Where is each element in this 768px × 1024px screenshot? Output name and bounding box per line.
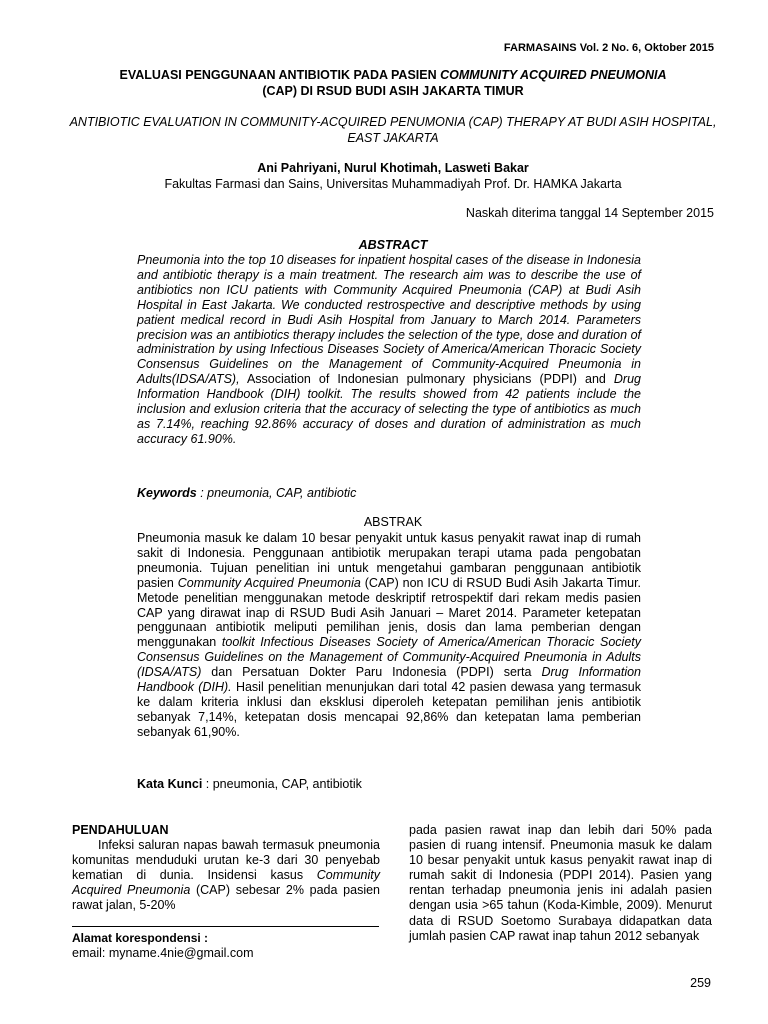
kata-kunci-label: Kata Kunci (137, 777, 203, 791)
kata-kunci (137, 777, 641, 791)
intro-right-column: pada pasien rawat inap dan lebih dari 50% pada pasien di ruang intensif. Pneumonia masuk ke dalam 10 besar penyakit untuk kasus penyakit rawat inap di rumah sakit di Indonesia (PDPI 2014). Pasien yang rentan terhadap pneumonia jenis ini adalah pasien dengan usia >65 tahun (Koda-Kimble, 2009). Menurut data di RSUD Soetomo Surabaya didapatkan data jumlah pasien CAP rawat inap tahun 2012 sebanyak (409, 823, 712, 943)
abstract-text-2: Association of Indonesian pulmonary physicians (PDPI) and (239, 372, 614, 387)
title-part-2: COMMUNITY ACQUIRED PNEUMONIA (440, 68, 667, 82)
intro-heading: PENDAHULUAN (72, 823, 169, 837)
title-part-3: (CAP) DI RSUD BUDI ASIH JAKARTA TIMUR (262, 84, 524, 98)
abstrak-text-2: Community Acquired Pneumonia (177, 575, 361, 590)
correspondence-label: Alamat korespondensi : (72, 931, 209, 945)
page-number: 259 (690, 976, 711, 990)
abstrak-body (137, 531, 641, 740)
abstract-text-3: Drug Information Handbook (DIH) toolkit. The results showed from 42 patients include the inclusion and exlusion criteria that the accuracy of selecting the type of antibiotics as much as 7.14%, reaching 92.86% accuracy of doses and duration of administration as much accuracy 61.90%. (137, 372, 641, 446)
kata-kunci-value: : pneumonia, CAP, antibiotik (202, 777, 362, 791)
journal-header: FARMASAINS Vol. 2 No. 6, Oktober 2015 (503, 42, 714, 54)
keywords-value: : pneumonia, CAP, antibiotic (196, 486, 357, 500)
abstract-body (137, 253, 641, 447)
paper-title (60, 67, 726, 99)
abstrak-text-6: Drug Information Handbook (DIH). (137, 665, 641, 695)
abstrak-text-4: toolkit Infectious Diseases Society of America/American Thoracic Society Consensus Guidelines on the Management of Community-Acquired Pneumonia in Adults (IDSA/ATS) (137, 635, 641, 680)
title-part-1: EVALUASI PENGGUNAAN ANTIBIOTIK PADA PASIEN (119, 68, 441, 82)
english-title: ANTIBIOTIC EVALUATION IN COMMUNITY-ACQUIRED PENUMONIA (CAP) THERAPY AT BUDI ASIH HOSPITAL, EAST JAKARTA (69, 115, 717, 145)
footnote-divider (72, 926, 379, 927)
intro-left-column (72, 823, 380, 914)
affiliation: Fakultas Farmasi dan Sains, Universitas Muhammadiyah Prof. Dr. HAMKA Jakarta (164, 177, 622, 191)
abstrak-text-5: dan Persatuan Dokter Paru Indonesia (PDPI) serta (201, 665, 542, 680)
authors: Ani Pahriyani, Nurul Khotimah, Lasweti Bakar (257, 161, 529, 175)
intro-paragraph-left (72, 838, 380, 913)
intro-left-text-1: Infeksi saluran napas bawah termasuk pneumonia komunitas menduduki urutan ke-3 dari 30 penyebab kematian di dunia. Insidensi kasus (72, 838, 380, 883)
abstrak-text-3: (CAP) non ICU di RSUD Budi Asih Jakarta Timur. Metode penelitian menggunakan metode deskriptif retrospektif dari rekam medis pasien CAP yang dirawat inap di RSUD Budi Asih Januari – Maret 2014. Parameter ketepatan penggunaan antibiotik meliputi pemilihan jenis, dosis dan lama pemberian dengan menggunakan (137, 575, 642, 650)
keywords-label: Keywords (137, 486, 197, 500)
abstract-text-1: Pneumonia into the top 10 diseases for inpatient hospital cases of the disease in Indonesia and antibiotic therapy is a main treatment. The research aim was to describe the use of antibiotics non ICU patients with Community Acquired Pneumonia (CAP) at Budi Asih Hospital in East Jakarta. We conducted restrospective and descriptive methods by using patient medical record in Budi Asih Hospital from January to March 2014. Parameters precision was an antibiotics therapy includes the selection of the type, dose and duration of administration by using Infectious Diseases Society of America/American Thoracic Society Consensus Guidelines on the Management of Community-Acquired Pneumonia in Adults(IDSA/ATS), (137, 253, 641, 387)
intro-left-text-3: (CAP) sebesar 2% pada pasien rawat jalan, 5-20% (72, 883, 380, 913)
abstrak-text-7: Hasil penelitian menunjukan dari total 42 pasien dewasa yang termasuk ke dalam kriteria inklusi dan eksklusi diperoleh ketepatan pemilihan jenis antibiotik sebanyak 7,14%, ketepatan dosis mencapai 92,86% dan ketepatan lama pemberian sebanyak 61,90%. (137, 680, 641, 739)
abstrak-heading: ABSTRAK (363, 515, 423, 529)
abstract-heading: ABSTRACT (358, 238, 428, 252)
correspondence-email: email: myname.4nie@gmail.com (72, 946, 254, 960)
intro-left-text-2: Community Acquired Pneumonia (72, 868, 380, 898)
abstrak-text-1: Pneumonia masuk ke dalam 10 besar penyakit untuk kasus penyakit rawat inap di rumah sakit di Indonesia. Penggunaan antibiotik merupakan terapi utama pada pengobatan pneumonia. Tujuan penelitian ini untuk mengetahui gambaran penggunaan antibiotik pasien (137, 531, 641, 590)
received-date: Naskah diterima tanggal 14 September 2015 (465, 206, 714, 220)
keywords (137, 486, 641, 500)
